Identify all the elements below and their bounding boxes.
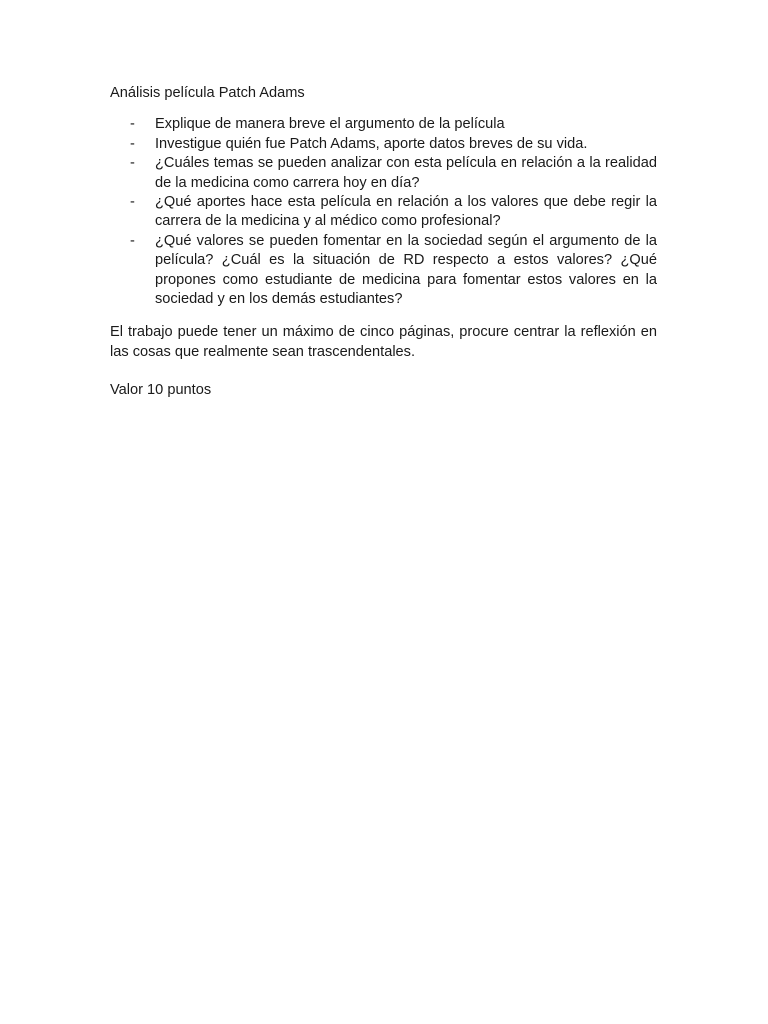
task-item-4 bbox=[110, 193, 657, 232]
bullet-dash: - bbox=[130, 155, 135, 172]
task-list bbox=[110, 115, 657, 309]
task-item-text: ¿Qué aportes hace esta película en relación a los valores que debe regir la carrera de la medicina y al médico como profesional? bbox=[155, 194, 657, 230]
task-item-text: Explique de manera breve el argumento de la película bbox=[155, 116, 505, 133]
bullet-dash: - bbox=[130, 194, 135, 211]
document-page bbox=[110, 84, 657, 401]
document-title: Análisis película Patch Adams bbox=[110, 85, 305, 101]
task-item-2 bbox=[110, 135, 657, 154]
task-item-text: Investigue quién fue Patch Adams, aporte datos breves de su vida. bbox=[155, 135, 588, 152]
bullet-dash: - bbox=[130, 232, 135, 249]
task-item-text: ¿Cuáles temas se pueden analizar con esta película en relación a la realidad de la medicina como carrera hoy en día? bbox=[155, 155, 657, 191]
instructions-paragraph: El trabajo puede tener un máximo de cinco páginas, procure centrar la reflexión en las cosas que realmente sean trascendentales. bbox=[110, 324, 657, 360]
value-line: Valor 10 puntos bbox=[110, 382, 212, 399]
task-item-3 bbox=[110, 154, 657, 193]
task-item-1 bbox=[110, 115, 657, 134]
task-item-text: ¿Qué valores se pueden fomentar en la sociedad según el argumento de la película? ¿Cuál es la situación de RD respecto a estos valores? ¿Qué propones como estudiante de medicina para fomentar estos valores en la sociedad y en los demás estudiantes? bbox=[155, 232, 657, 308]
bullet-dash: - bbox=[130, 116, 135, 133]
bullet-dash: - bbox=[130, 135, 135, 152]
task-item-5 bbox=[110, 232, 657, 310]
